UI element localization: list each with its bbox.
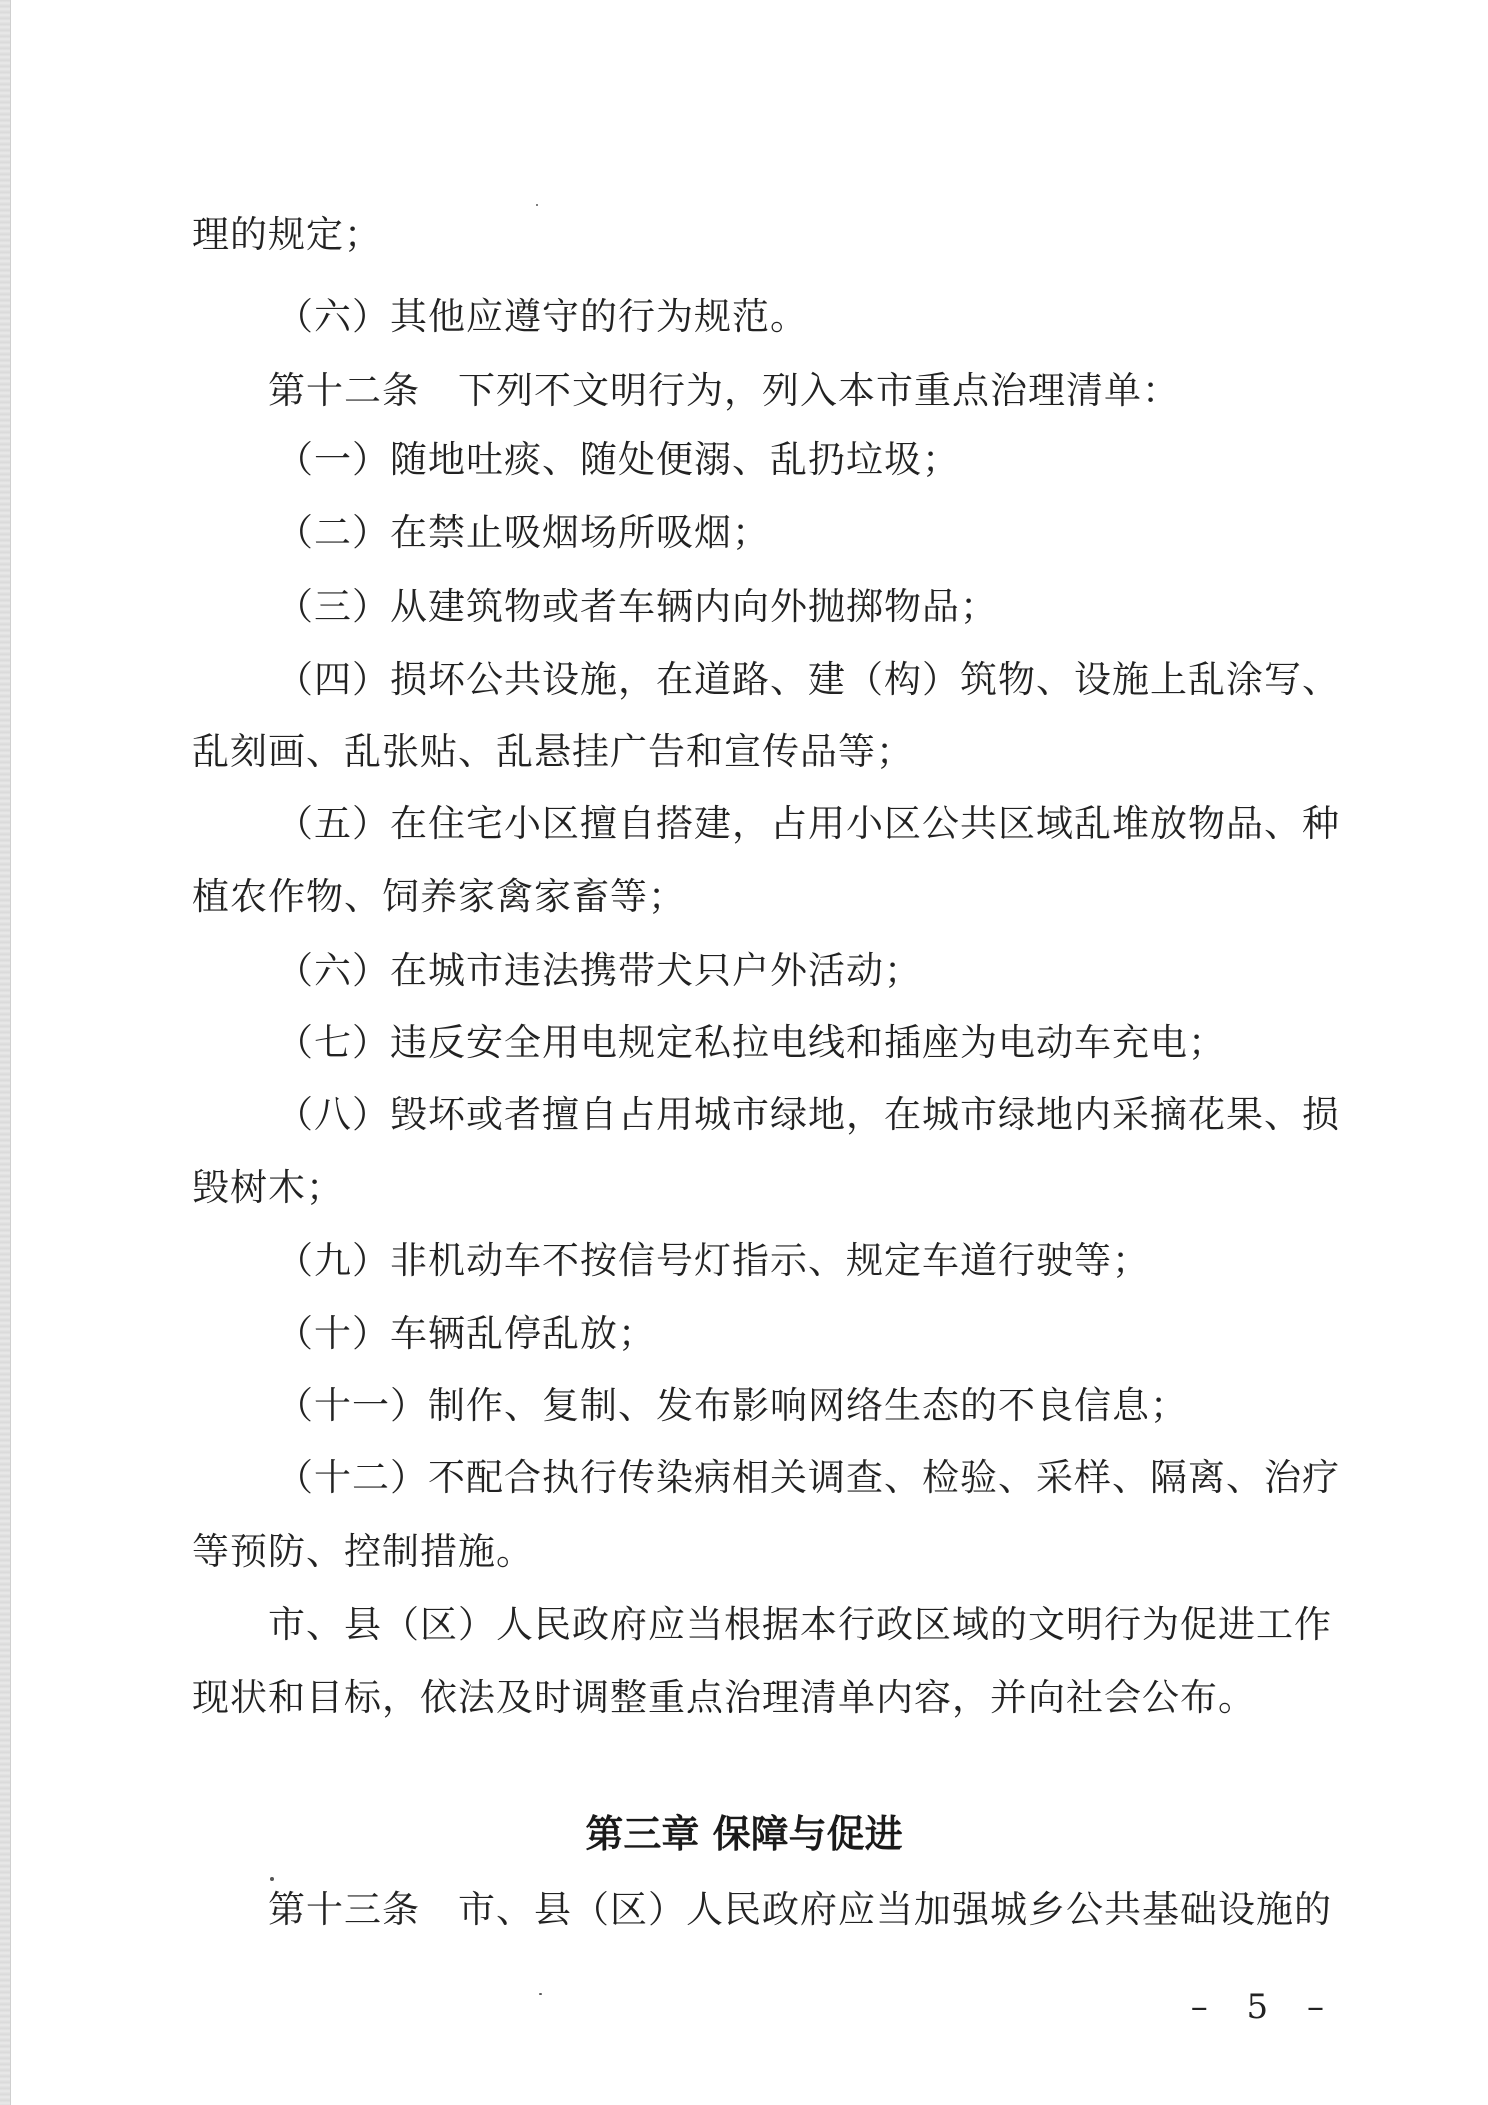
list-item-2: （二）在禁止吸烟场所吸烟； <box>276 511 770 554</box>
article-13-start: 第十三条 市、县（区）人民政府应当加强城乡公共基础设施的 <box>268 1888 1332 1931</box>
scan-speck <box>270 1877 274 1881</box>
text-line-1: 理的规定； <box>192 213 382 256</box>
list-item-11: （十一）制作、复制、发布影响网络生态的不良信息； <box>276 1384 1188 1427</box>
page-number: – 5 – <box>1190 1987 1338 2027</box>
list-item-4-part-2: 乱刻画、乱张贴、乱悬挂广告和宣传品等； <box>192 730 914 773</box>
text-line-2: （六）其他应遵守的行为规范。 <box>276 295 808 338</box>
list-item-3: （三）从建筑物或者车辆内向外抛掷物品； <box>276 585 998 628</box>
article-12-heading: 第十二条 下列不文明行为，列入本市重点治理清单： <box>268 369 1180 412</box>
list-item-5-part-2: 植农作物、饲养家禽家畜等； <box>192 875 686 918</box>
list-item-12-part-1: （十二）不配合执行传染病相关调查、检验、采样、隔离、治疗 <box>276 1456 1340 1499</box>
list-item-4-part-1: （四）损坏公共设施，在道路、建（构）筑物、设施上乱涂写、 <box>276 658 1340 701</box>
list-item-12-part-2: 等预防、控制措施。 <box>192 1530 534 1573</box>
list-item-10: （十）车辆乱停乱放； <box>276 1312 656 1355</box>
closing-paragraph-part-1: 市、县（区）人民政府应当根据本行政区域的文明行为促进工作 <box>268 1603 1332 1646</box>
list-item-8-part-2: 毁树木； <box>192 1166 344 1209</box>
chapter-title: 第三章 保障与促进 <box>585 1812 903 1856</box>
scan-edge <box>0 0 11 2105</box>
list-item-6: （六）在城市违法携带犬只户外活动； <box>276 949 922 992</box>
closing-paragraph-part-2: 现状和目标，依法及时调整重点治理清单内容，并向社会公布。 <box>192 1676 1256 1719</box>
list-item-5-part-1: （五）在住宅小区擅自搭建，占用小区公共区域乱堆放物品、种 <box>276 802 1340 845</box>
list-item-1: （一）随地吐痰、随处便溺、乱扔垃圾； <box>276 438 960 481</box>
list-item-9: （九）非机动车不按信号灯指示、规定车道行驶等； <box>276 1239 1150 1282</box>
list-item-7: （七）违反安全用电规定私拉电线和插座为电动车充电； <box>276 1021 1226 1064</box>
list-item-8-part-1: （八）毁坏或者擅自占用城市绿地，在城市绿地内采摘花果、损 <box>276 1093 1340 1136</box>
scan-speck <box>539 1993 542 1995</box>
scan-speck <box>536 204 538 206</box>
